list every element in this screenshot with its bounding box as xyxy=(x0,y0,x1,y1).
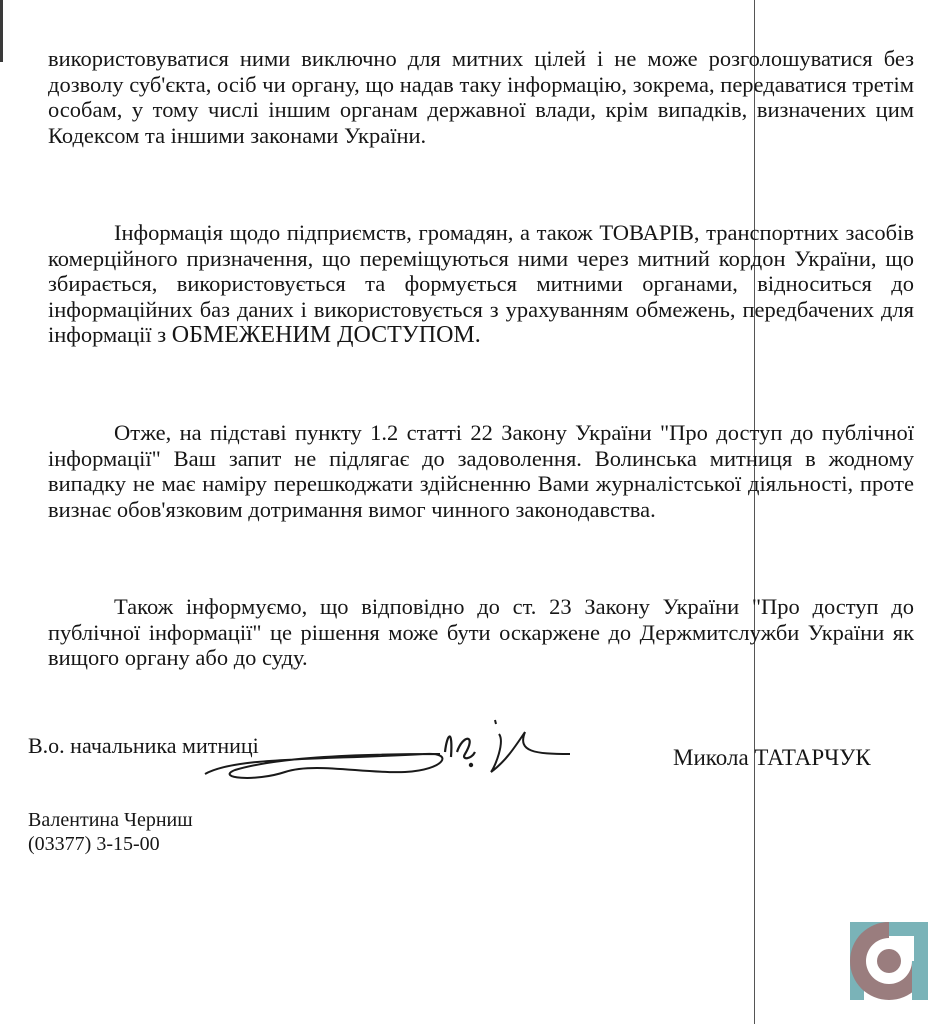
paragraph-3 xyxy=(48,420,914,522)
restricted-access-text: ОБМЕЖЕНИМ ДОСТУПОМ. xyxy=(171,322,481,348)
signature-icon xyxy=(195,712,575,782)
watermark-logo-icon xyxy=(850,922,928,1000)
paragraph-4-text: Також інформуємо, що відповідно до ст. 23 Закону України "Про доступ до публічної інформації" це рішення може бути оскаржене до Держмитслужби України як вищого органу або до суду. xyxy=(48,594,914,670)
paragraph-3-text: Отже, на підставі пункту 1.2 статті 22 Закону України "Про доступ до публічної інформації" Ваш запит не підлягає до задоволення. Волинська митниця в жодному випадку не має наміру перешкоджати здійсненню Вами журналістської діяльності, проте визнає обов'язковим дотримання вимог чинного законодавства. xyxy=(48,420,914,522)
paragraph-2 xyxy=(48,220,914,349)
executor-name: Валентина Черниш xyxy=(28,809,193,831)
paragraph-4 xyxy=(48,594,914,671)
paragraph-2-text: Інформація щодо підприємств, громадян, а також ТОВАРІВ, транспортних засобів комерційного призначення, що переміщуються ними через митний кордон України, що збирається, використовується та формується митними органами, відноситься до інформаційних баз даних і використовується з урахуванням обмежень, передбачених для інформації з xyxy=(48,220,914,347)
paragraph-1-text: використовуватися ними виключно для митних цілей і не може розголошуватися без дозволу суб'єкта, осіб чи органу, що надав таку інформацію, зокрема, передаватися третім особам, у тому числі іншим органам державної влади, крім випадків, визначених цим Кодексом та іншими законами України. xyxy=(48,46,914,148)
scan-edge-mark xyxy=(0,0,3,62)
executor-phone: (03377) 3-15-00 xyxy=(28,833,160,855)
signatory-name: Микола ТАТАРЧУК xyxy=(673,745,871,770)
signature-title: В.о. начальника митниці xyxy=(28,733,259,758)
paragraph-1 xyxy=(48,46,914,148)
